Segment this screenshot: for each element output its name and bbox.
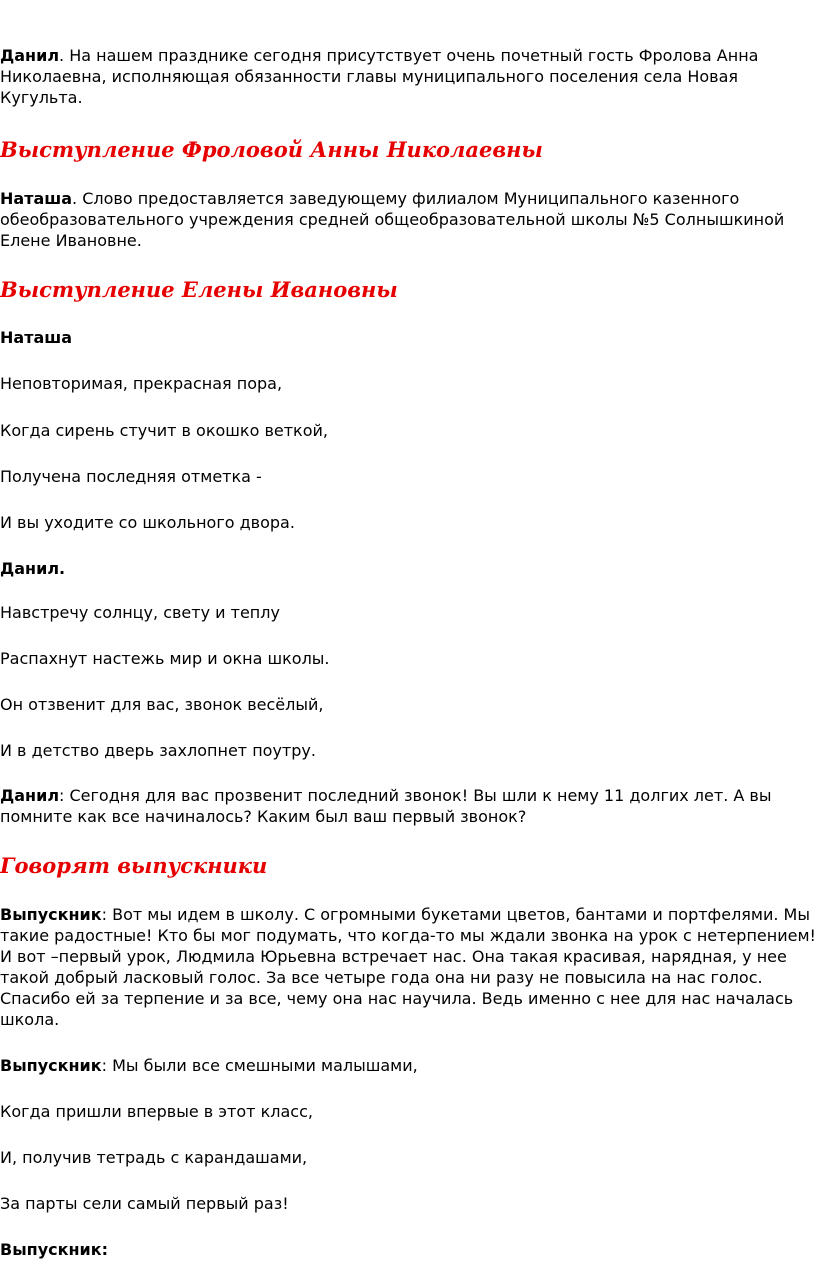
speaker-name: Выпускник [0, 905, 102, 924]
verse-line: И, получив тетрадь с карандашами, [0, 1148, 308, 1167]
paragraph-danil-question [0, 785, 816, 827]
speaker-graduate: Выпускник: [0, 1240, 109, 1259]
paragraph-graduate-verse [0, 1055, 816, 1076]
verse-line: И вы уходите со школьного двора. [0, 513, 295, 532]
verse-line: За парты сели самый первый раз! [0, 1194, 289, 1213]
paragraph-text: . Слово предоставляется заведующему филиалом Муниципального казенного обеобразовательного учреждения средней общеобразовательной школы №5 Солнышкиной Елене Ивановне. [0, 189, 785, 250]
speaker-name: Данил [0, 786, 60, 805]
verse-line: Когда сирень стучит в окошко веткой, [0, 421, 328, 440]
paragraph-danil-intro [0, 45, 816, 108]
heading-elena-speech: Выступление Елены Ивановны [0, 277, 398, 302]
paragraph-graduate-memory [0, 904, 816, 1030]
verse-line: Он отзвенит для вас, звонок весёлый, [0, 695, 324, 714]
verse-line: Навстречу солнцу, свету и теплу [0, 603, 280, 622]
heading-frolova-speech: Выступление Фроловой Анны Николаевны [0, 137, 543, 162]
verse-line: Получена последняя отметка - [0, 467, 262, 486]
paragraph-text: : Мы были все смешными малышами, [101, 1056, 418, 1075]
paragraph-text: : Сегодня для вас прозвенит последний звонок! Вы шли к нему 11 долгих лет. А вы помните как все начиналось? Каким был ваш первый звонок? [0, 786, 772, 826]
speaker-name: Наташа [0, 189, 73, 208]
verse-line: Неповторимая, прекрасная пора, [0, 374, 283, 393]
heading-graduates-speak: Говорят выпускники [0, 853, 268, 878]
speaker-danil: Данил. [0, 559, 66, 578]
verse-line: Когда пришли впервые в этот класс, [0, 1102, 313, 1121]
speaker-name: Выпускник [0, 1056, 102, 1075]
speaker-natasha: Наташа [0, 328, 73, 347]
paragraph-text: : Вот мы идем в школу. С огромными букетами цветов, бантами и портфелями. Мы такие радостные! Кто бы мог подумать, что когда-то мы ждали звонка на урок с нетерпением! И вот –первый урок, Людмила Юрьевна встречает нас. Она такая красивая, нарядная, у нее такой добрый ласковый голос. За все четыре года она ни разу не повысила на нас голос. Спасибо ей за терпение и за все, чему она нас научила. Ведь именно с нее для нас началась школа. [0, 905, 816, 1029]
paragraph-natasha-intro [0, 188, 816, 251]
paragraph-text: . На нашем празднике сегодня присутствует очень почетный гость Фролова Анна Николаевна, исполняющая обязанности главы муниципального поселения села Новая Кугульта. [0, 46, 759, 107]
verse-line: И в детство дверь захлопнет поутру. [0, 741, 316, 760]
verse-line: Распахнут настежь мир и окна школы. [0, 649, 330, 668]
speaker-name: Данил [0, 46, 60, 65]
